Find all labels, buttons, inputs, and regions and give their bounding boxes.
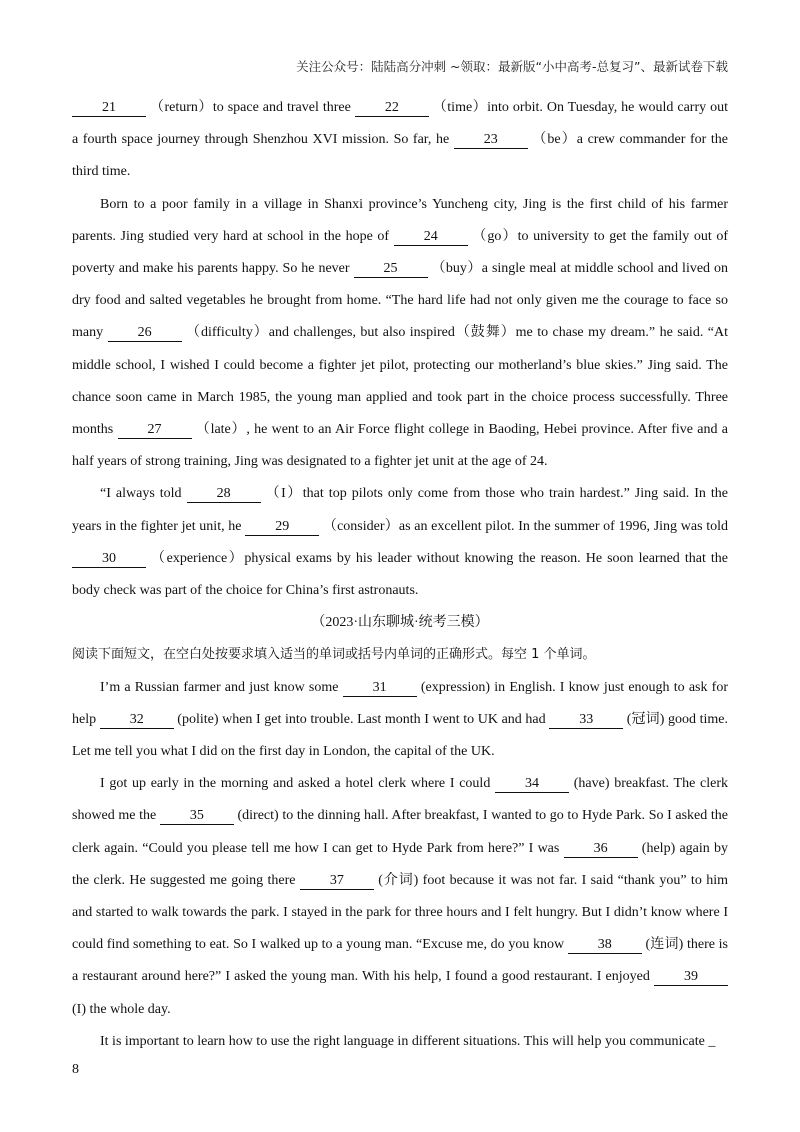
blank-25[interactable]: 25	[354, 261, 428, 278]
instruction: 阅读下面短文，在空白处按要求填入适当的单词或括号内单词的正确形式。每空 1 个单词。	[72, 647, 596, 663]
blank-24[interactable]: 24	[394, 229, 468, 246]
blank-21[interactable]: 21	[72, 100, 146, 117]
blank-36[interactable]: 36	[564, 841, 638, 858]
blank-37[interactable]: 37	[300, 873, 374, 890]
paragraph-1: 21 （return）to space and travel three 22 （time）into orbit. On Tuesday, he would carry out a fourth space journey through Shenzhou XVI mission. So far, he 23 （be）a crew commander for the third time.	[72, 100, 728, 180]
blank-26[interactable]: 26	[108, 325, 182, 342]
blank-35[interactable]: 35	[160, 808, 234, 825]
blank-39[interactable]: 39	[654, 969, 728, 986]
paragraph-6: It is important to learn how to use the right language in different situations. This will help you communicate _	[100, 1033, 716, 1049]
blank-30[interactable]: 30	[72, 551, 146, 568]
paragraph-3: “I always told 28 （I）that top pilots only come from those who train hardest.” Jing said. In the years in the fighter jet unit, he 29 （consider）as an excellent pilot. In the summer of 1996, Jing was told 30 （experience）physical exams by his leader without knowing the reason. He soon learned that the body check was part of the choice for China’s first astronauts.	[72, 486, 729, 599]
blank-32[interactable]: 32	[100, 712, 174, 729]
page-number: 8	[72, 1062, 79, 1077]
exam-source: （2023·山东聊城·统考三模）	[311, 615, 489, 631]
blank-27[interactable]: 27	[118, 422, 192, 439]
blank-29[interactable]: 29	[245, 519, 319, 536]
paragraph-4: I’m a Russian farmer and just know some 31 (expression) in English. I know just enough to ask for help 32 (polite) when I get into trouble. Last month I went to UK and had 33 (冠词) good time. Let me tell you what I did on the first day in London, the capital of the UK.	[72, 679, 728, 760]
blank-38[interactable]: 38	[568, 937, 642, 954]
document-body	[72, 92, 728, 1058]
page-header: 关注公众号：陆陆高分冲刺 ~领取：最新版“小中高考-总复习”、最新试卷下载	[296, 59, 728, 74]
blank-28[interactable]: 28	[187, 486, 261, 503]
paragraph-2: Born to a poor family in a village in Shanxi province’s Yuncheng city, Jing is the first child of his farmer parents. Jing studied very hard at school in the hope of 24 （go）to university to get the family out of poverty and make his parents happy. So he never 25 （buy）a single meal at middle school and lived on dry food and salted vegetables he brought from home. “The hard life had not only given me the courage to face so many 26 （difficulty）and challenges, but also inspired（鼓舞）me to chase my dream.” he said. “At middle school, I wished I could become a fighter jet pilot, protecting our motherland’s blue skies.” Jing said. The chance soon came in March 1985, the young man applied and took part in the choice process successfully. Three months 27 （late）, he went to an Air Force flight college in Baoding, Hebei province. After five and a half years of strong training, Jing was designated to a fighter jet unit at the age of 24.	[72, 196, 729, 470]
blank-31[interactable]: 31	[343, 680, 417, 697]
blank-34[interactable]: 34	[495, 776, 569, 793]
paragraph-5: I got up early in the morning and asked a hotel clerk where I could 34 (have) breakfast. The clerk showed me the 35 (direct) to the dinning hall. After breakfast, I wanted to go to Hyde Park. So I asked the clerk again. “Could you please tell me how I can get to Hyde Park from here?” I was 36 (help) again by the clerk. He suggested me going there 37 (介词) foot because it was not far. I said “thank you” to him and started to walk towards the park. I stayed in the park for three hours and I felt hungry. But I didn’t know where I could find something to eat. So I walked up to a young man. “Excuse me, do you know 38 (连词) there is a restaurant around here?” I asked the young man. With his help, I found a good restaurant. I enjoyed 39 (I) the whole day.	[72, 776, 729, 1017]
blank-23[interactable]: 23	[454, 132, 528, 149]
blank-33[interactable]: 33	[549, 712, 623, 729]
blank-22[interactable]: 22	[355, 100, 429, 117]
